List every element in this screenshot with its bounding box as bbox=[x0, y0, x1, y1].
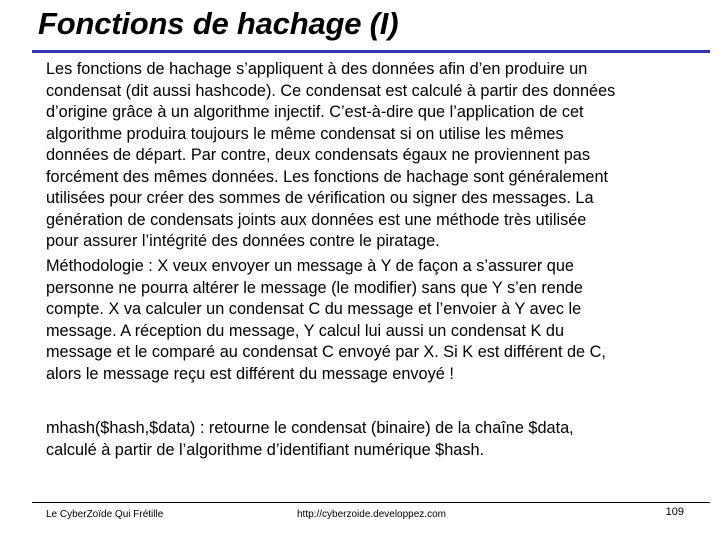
paragraph2-line: message et le comparé au condensat C envoyé par X. Si K est différent de C, bbox=[46, 343, 606, 361]
page-number: 109 bbox=[665, 506, 684, 518]
paragraph1-line: d’origine grâce à un algorithme injectif. C’est-à-dire que l’application de cet bbox=[46, 103, 584, 121]
footer-url: http://cyberzoide.developpez.com bbox=[297, 509, 446, 520]
paragraph2-line: message. A réception du message, Y calcul lui aussi un condensat K du bbox=[46, 322, 565, 340]
slide-title: Fonctions de hachage (I) bbox=[38, 6, 399, 41]
paragraph1-line: condensat (dit aussi hashcode). Ce condensat est calculé à partir des données bbox=[46, 82, 616, 100]
paragraph2-line: compte. X va calculer un condensat C du message et l’envoier à Y avec le bbox=[46, 300, 582, 318]
paragraph1-line: Les fonctions de hachage s’appliquent à des données afin d’en produire un bbox=[46, 60, 588, 78]
function-description-line2 bbox=[46, 440, 484, 462]
param-data: $data bbox=[528, 419, 570, 437]
function-text: , bbox=[569, 419, 574, 437]
function-text: : retourne le condensat (binaire) de la chaîne bbox=[195, 419, 529, 437]
paragraph2-line: Méthodologie : X veux envoyer un message à Y de façon a s’assurer que bbox=[46, 257, 574, 275]
paragraph1-line: utilisées pour créer des sommes de vérification ou signer des messages. La bbox=[46, 189, 594, 207]
paragraph1-line: algorithme produira toujours le même condensat si on utilise les mêmes bbox=[46, 125, 564, 143]
function-description-line1 bbox=[46, 418, 574, 440]
title-underline bbox=[32, 50, 710, 53]
paragraph2-line: personne ne pourra altérer le message (le modifier) sans que Y s’en rende bbox=[46, 279, 583, 297]
paragraph1-line: pour assurer l’intégrité des données contre le piratage. bbox=[46, 232, 440, 250]
function-signature: mhash($hash,$data) bbox=[46, 419, 196, 437]
footer-author: Le CyberZoïde Qui Frétille bbox=[46, 509, 164, 520]
footer-divider bbox=[32, 502, 710, 503]
paragraph1-line: génération de condensats joints aux données est une méthode très utilisée bbox=[46, 211, 587, 229]
paragraph2-line: alors le message reçu est différent du message envoyé ! bbox=[46, 365, 454, 383]
param-hash: $hash bbox=[435, 441, 480, 459]
function-text: calculé à partir de l’algorithme d’identifiant numérique bbox=[46, 441, 436, 459]
function-text: . bbox=[479, 441, 485, 459]
paragraph1-line: données de départ. Par contre, deux condensats égaux ne proviennent pas bbox=[46, 146, 590, 164]
paragraph1-line: forcément des mêmes données. Les fonctions de hachage sont généralement bbox=[46, 168, 609, 186]
